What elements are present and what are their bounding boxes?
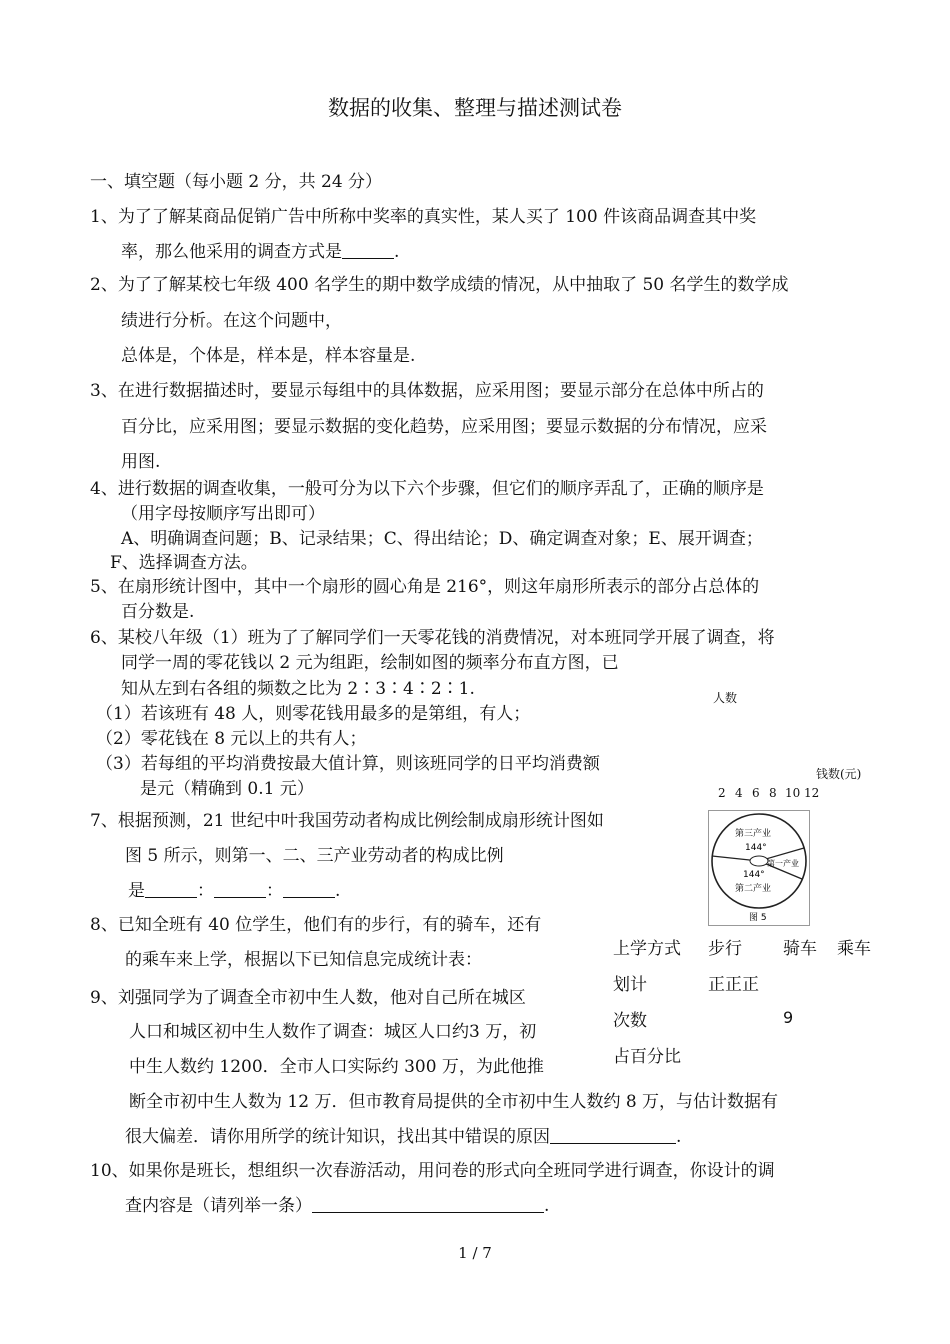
question-1-text: 率，那么他采用的调查方式是 (121, 242, 342, 262)
question-6-line-2: 同学一周的零花钱以 2 元为组距，绘制如图的频率分布直方图，已 (121, 653, 619, 673)
pie-chart (709, 811, 809, 925)
question-9-line-4: 断全市初中生人数为 12 万．但市教育局提供的全市初中生人数约 8 万，与估计数据有 (129, 1092, 779, 1112)
table-row-tally-label: 划计 (613, 975, 647, 995)
x-tick-label: 2 (718, 786, 726, 800)
answer-blank (283, 880, 335, 898)
question-7-line-2: 图 5 所示，则第一、二、三产业劳动者的构成比例 (125, 846, 504, 866)
question-5-line-2: 百分数是. (121, 602, 195, 622)
angle-label: 144° (745, 843, 767, 853)
question-1-line-1: 1、为了了解某商品促销广告中所称中奖率的真实性，某人买了 100 件该商品调查其中奖 (90, 207, 757, 227)
question-9-line-5 (125, 1126, 681, 1148)
question-7-end: . (335, 881, 341, 901)
table-header-bus: 乘车 (837, 939, 871, 959)
question-7-text: 是 (128, 881, 145, 901)
answer-blank (214, 880, 266, 898)
table-cell-tally-walk: 正正正 (708, 975, 759, 995)
question-10-line-1: 10、如果你是班长，想组织一次春游活动，用问卷的形式向全班同学进行调查，你设计的调 (90, 1161, 775, 1181)
question-8-line-2: 的乘车来上学，根据以下已知信息完成统计表： (125, 950, 482, 970)
question-6-line-1: 6、某校八年级（1）班为了了解同学们一天零花钱的消费情况，对本班同学开展了调查，将 (90, 628, 775, 648)
question-5-line-1: 5、在扇形统计图中，其中一个扇形的圆心角是 216°，则这年扇形所表示的部分占总体的 (90, 577, 760, 597)
page-title: 数据的收集、整理与描述测试卷 (328, 96, 622, 120)
x-tick-label: 12 (804, 786, 820, 800)
question-10-end: . (544, 1196, 550, 1216)
question-1-end: . (394, 242, 400, 262)
table-row-count-label: 次数 (613, 1011, 647, 1031)
question-7-line-1: 7、根据预测，21 世纪中叶我国劳动者构成比例绘制成扇形统计图如 (90, 811, 604, 831)
question-9-line-1: 9、刘强同学为了调查全市初中生人数，他对自己所在城区 (90, 988, 526, 1008)
answer-blank (550, 1126, 676, 1144)
table-cell-count-bike: 9 (783, 1008, 794, 1027)
page-number: 1 / 7 (458, 1244, 492, 1262)
question-6-part-3-cont: 是元（精确到 0.1 元） (140, 779, 314, 799)
question-6-line-3: 知从左到右各组的频数之比为 2∶3∶4∶2∶1. (121, 679, 475, 699)
table-header-walk: 步行 (708, 939, 742, 959)
question-7-line-3 (128, 880, 340, 902)
question-10-line-2 (125, 1195, 549, 1217)
table-row-percent-label: 占百分比 (613, 1047, 681, 1067)
question-3-line-2: 百分比，应采用图；要显示数据的变化趋势，应采用图；要显示数据的分布情况，应采 (121, 417, 767, 437)
question-6-part-1: （1）若该班有 48 人，则零花钱用最多的是第组，有人； (96, 704, 531, 724)
x-tick-label: 10 (785, 786, 801, 800)
histogram-y-label: 人数 (713, 691, 738, 705)
question-3-line-1: 3、在进行数据描述时，要显示每组中的具体数据，应采用图；要显示部分在总体中所占的 (90, 381, 764, 401)
x-tick-label: 4 (735, 786, 743, 800)
question-1-line-2 (121, 241, 399, 263)
x-tick-label: 6 (752, 786, 760, 800)
question-4-line-1: 4、进行数据的调查收集，一般可分为以下六个步骤，但它们的顺序弄乱了，正确的顺序是 (90, 479, 764, 499)
angle-label: 144° (743, 870, 765, 880)
question-8-line-1: 8、已知全班有 40 位学生，他们有的步行，有的骑车，还有 (90, 915, 542, 935)
answer-blank (312, 1195, 544, 1213)
question-9-text: 很大偏差．请你用所学的统计知识，找出其中错误的原因 (125, 1127, 550, 1147)
question-2-line-1: 2、为了了解某校七年级 400 名学生的期中数学成绩的情况，从中抽取了 50 名学生的数学成 (90, 275, 789, 295)
table-header-bike: 骑车 (783, 939, 817, 959)
question-9-line-2: 人口和城区初中生人数作了调查：城区人口约3 万，初 (129, 1022, 537, 1042)
question-10-text: 查内容是（请列举一条） (125, 1196, 312, 1216)
pie-center-mark (750, 856, 768, 866)
sector-label: 第三产业 (735, 829, 772, 839)
question-4-option-f: F、选择调查方法。 (110, 553, 258, 573)
answer-blank (342, 241, 394, 259)
question-4-line-2: （用字母按顺序写出即可） (121, 504, 325, 524)
question-9-line-3: 中生人数约 1200．全市人口实际约 300 万，为此他推 (129, 1057, 544, 1077)
question-2-line-2: 绩进行分析。在这个问题中， (121, 311, 342, 331)
question-6-part-3: （3）若每组的平均消费按最大值计算，则该班同学的日平均消费额 (96, 754, 600, 774)
question-9-end: . (676, 1127, 682, 1147)
pie-chart-figure (708, 810, 810, 926)
figure-caption: 图 5 (749, 913, 767, 923)
histogram-x-label: 钱数(元) (816, 767, 862, 781)
question-6-part-2: （2）零花钱在 8 元以上的共有人； (96, 729, 367, 749)
ratio-separator: ： (197, 881, 214, 901)
table-header-method: 上学方式 (613, 939, 681, 959)
sector-label: 第一产业 (767, 859, 799, 868)
sector-label: 第二产业 (735, 884, 772, 894)
x-tick-label: 8 (769, 786, 777, 800)
question-3-line-3: 用图. (121, 452, 161, 472)
section-heading: 一、填空题（每小题 2 分，共 24 分） (90, 172, 383, 192)
question-4-options: A、明确调查问题；B、记录结果；C、得出结论；D、确定调查对象；E、展开调查； (121, 529, 763, 549)
question-2-line-3: 总体是，个体是，样本是，样本容量是. (121, 346, 416, 366)
answer-blank (145, 880, 197, 898)
ratio-separator: ： (266, 881, 283, 901)
